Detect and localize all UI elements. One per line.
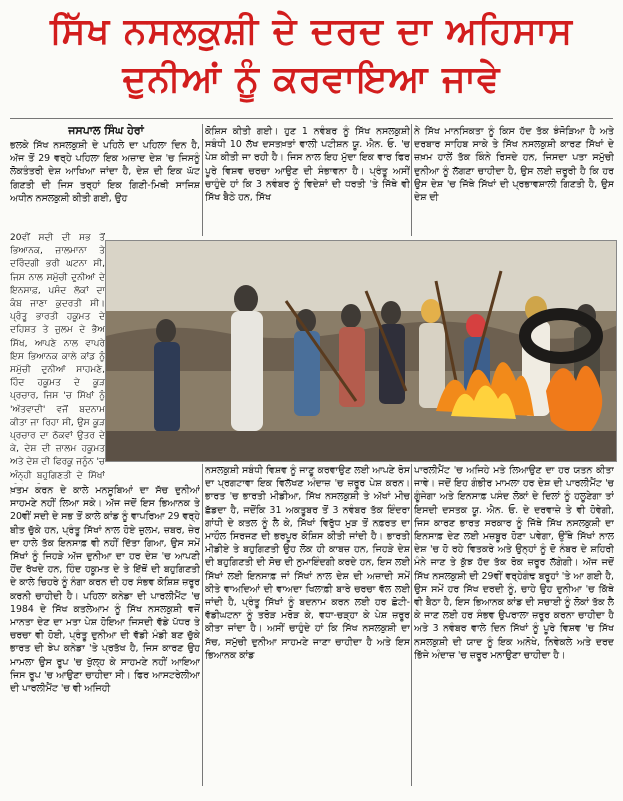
article-column-2-bottom <box>205 464 410 786</box>
column-divider <box>202 124 203 236</box>
article-column-1-side <box>10 232 105 484</box>
article-column-1-top <box>10 139 200 232</box>
article-column-3-top <box>414 125 614 240</box>
headline-divider <box>10 118 613 119</box>
article-column-1-bottom <box>10 484 200 786</box>
paragraph: ਖ਼ਤਮ ਕਰਨ ਦੇ ਕਾਲੇ ਮਨਸੂਬਿਆਂ ਦਾ ਸੱਚ ਦੁਨੀਆਂ ਸਾਹਮਣੇ ਨਹੀਂ ਲਿਆ ਸਕੇ। ਅੱਜ ਜਦੋਂ ਇਸ ਭਿਆਨਕ ਤੇ 20ਵੀਂ ਸਦੀ ਦੇ ਸਭ ਤੋਂ ਕਾਲੇ ਕਾਂਡ ਨੂੰ ਵਾਪਰਿਆ 29 ਵਰ੍ਹੇ ਬੀਤ ਚੁੱਕੇ ਹਨ, ਪ੍ਰੰਤੂ ਸਿੱਖਾਂ ਨਾਲ ਹੋਏ ਜ਼ੁਲਮ, ਜ਼ਬਰ, ਜ਼ੇਰ ਦਾ ਹਾਲੇ ਤੱਕ ਇਨਸਾਫ਼ ਵੀ ਨਹੀਂ ਦਿੱਤਾ ਗਿਆ, ਉਸ ਸਮੇਂ ਸਿੱਖਾਂ ਨੂੰ ਜਿਹੜੇ ਅੱਜ ਦੁਨੀਆ ਦਾ ਹਰ ਦੇਸ਼ 'ਚ ਆਪਣੀ ਹੋਂਦ ਰੱਖਦੇ ਹਨ, ਹਿੰਦ ਹਕੂਮਤ ਦੇ ਤੇ ਇੱਥੋਂ ਦੀ ਬਹੁਗਿਣਤੀ ਦੇ ਕਾਲੇ ਚਿਹਰੇ ਨੂੰ ਨੰਗਾ ਕਰਨ ਦੀ ਹਰ ਸੰਭਵ ਕੋਸ਼ਿਸ਼ ਜ਼ਰੂਰ ਕਰਨੀ ਚਾਹੀਦੀ ਹੈ। ਪਹਿਲਾ ਕਨੇਡਾ ਦੀ ਪਾਰਲੀਮੈਂਟ 'ਚ 1984 ਦੇ ਸਿੱਖ ਕਤਲੇਆਮ ਨੂੰ ਸਿੱਖ ਨਸਲਕੁਸ਼ੀ ਵਜੋਂ ਮਾਨਤਾ ਦੇਣ ਦਾ ਮਤਾ ਪੇਸ਼ ਹੋਇਆ ਜਿਸਦੀ ਵੱਡੇ ਪੱਧਰ ਤੇ ਚਰਚਾ ਵੀ ਹੋਈ, ਪ੍ਰੰਤੂ ਦੁਨੀਆ ਦੀ ਵੱਡੀ ਮੰਡੀ ਬਣ ਚੁੱਕੇ ਭਾਰਤ ਦੀ ਝੇਪ ਕਨੇਡਾ 'ਤੇ ਪ੍ਰਤੱਖ ਹੈ, ਜਿਸ ਕਾਰਣ ਉਹ ਮਾਮਲਾ ਉਸ ਰੂਪ 'ਚ ਖੁੱਲ੍ਹ ਕੇ ਸਾਹਮਣੇ ਨਹੀਂ ਆਇਆ ਜਿਸ ਰੂਪ 'ਚ ਆਉਣਾ ਚਾਹੀਦਾ ਸੀ। ਫਿਰ ਆਸਟਰੇਲੀਆ ਦੀ ਪਾਰਲੀਮੈਂਟ 'ਚ ਵੀ ਅਜਿਹੀ <box>10 485 200 695</box>
news-photo <box>105 240 617 462</box>
paragraph: ਪਾਰਲੀਮੈਂਟ 'ਚ ਅਜਿਹੇ ਮਤੇ ਲਿਆਉਣ ਦਾ ਹਰ ਯਤਨ ਕੀਤਾ ਜਾਵੇ। ਜਦੋਂ ਇਹ ਗੰਭੀਰ ਮਾਮਲਾ ਹਰ ਦੇਸ਼ ਦੀ ਪਾਰਲੀਮੈਂਟ 'ਚ ਗੂੰਜੇਗਾ ਅਤੇ ਇਨਸਾਫ਼ ਪਸੰਦ ਲੋਕਾਂ ਦੇ ਦਿਲਾਂ ਨੂੰ ਹਲੂਣੇਗਾ ਤਾਂ ਇਸਦੀ ਦਸਤਕ ਯੂ. ਐਨ. ਓ. ਦੇ ਦਰਵਾਜ਼ੇ ਤੇ ਵੀ ਹੋਵੇਗੀ, ਜਿਸ ਕਾਰਣ ਭਾਰਤ ਸਰਕਾਰ ਨੂੰ ਜਿੱਥੇ ਸਿੱਖ ਨਸਲਕੁਸ਼ੀ ਦਾ ਇਨਸਾਫ਼ ਦੇਣ ਲਈ ਮਜ਼ਬੂਰ ਹੋਣਾ ਪਵੇਗਾ, ਉੱਥੇ ਸਿੱਖਾਂ ਨਾਲ ਦੇਸ਼ 'ਚ ਹੋ ਰਹੇ ਵਿਤਕਰੇ ਅਤੇ ਉਨ੍ਹਾਂ ਨੂੰ ਦੋ ਨੰਬਰ ਦੇ ਸ਼ਹਿਰੀ ਮੰਨੇ ਜਾਣ ਤੇ ਕੁੱਝ ਹੱਦ ਤੱਕ ਰੋਕ ਜ਼ਰੂਰ ਲੱਗੇਗੀ। ਅੱਜ ਜਦੋਂ ਸਿੱਖ ਨਸਲਕੁਸ਼ੀ ਦੀ 29ਵੀਂ ਵਰ੍ਹੇਗੰਢ ਬਰੂਹਾਂ 'ਤੇ ਆ ਗਈ ਹੈ, ਉਸ ਸਮੇਂ ਹਰ ਸਿੱਖ ਦਰਦੀ ਨੂੰ, ਚਾਹੇ ਉਹ ਦੁਨੀਆ 'ਚ ਕਿੱਥੇ ਵੀ ਬੈਠਾ ਹੈ, ਇਸ ਭਿਆਨਕ ਕਾਂਡ ਦੀ ਸਚਾਈ ਨੂੰ ਲੋਕਾਂ ਤੱਕ ਲੈ ਕੇ ਜਾਣ ਲਈ ਹਰ ਸੰਭਵ ਉਪਰਾਲਾ ਜ਼ਰੂਰ ਕਰਨਾ ਚਾਹੀਦਾ ਹੈ ਅਤੇ 3 ਨਵੰਬਰ ਵਾਲੇ ਦਿਨ ਸਿੱਖਾਂ ਨੂੰ ਪੂਰੇ ਵਿਸ਼ਵ 'ਚ ਸਿੱਖ ਨਸਲਕੁਸ਼ੀ ਦੀ ਯਾਦ ਨੂੰ ਇਕ ਅਨੋਖੇ, ਨਿਵੇਕਲੇ ਅਤੇ ਦਰਦ ਭਿੱਜੇ ਅੰਦਾਜ਼ 'ਚ ਜ਼ਰੂਰ ਮਨਾਉਣਾ ਚਾਹੀਦਾ ਹੈ। <box>414 465 614 661</box>
paragraph: ਕੋਸ਼ਿਸ ਕੀਤੀ ਗਈ। ਹੁਣ 1 ਨਵੰਬਰ ਨੂੰ ਸਿੱਖ ਨਸਲਕੁਸ਼ੀ ਸਬੰਧੀ 10 ਲੱਖ ਦਸਤਖ਼ਤਾਂ ਵਾਲੀ ਪਟੀਸ਼ਨ ਯੂ. ਐਨ. ਓ. 'ਚ ਪੇਸ਼ ਕੀਤੀ ਜਾ ਰਹੀ ਹੈ। ਜਿਸ ਨਾਲ ਇਹ ਮੁੱਦਾ ਇਕ ਵਾਰ ਫਿਰ ਪੂਰੇ ਵਿਸ਼ਵ ਚਰਚਾ ਆਉਣ ਦੀ ਸੰਭਾਵਨਾ ਹੈ। ਪ੍ਰੰਤੂ ਅਸੀਂ ਚਾਹੁੰਦੇ ਹਾਂ ਕਿ 3 ਨਵੰਬਰ ਨੂੰ ਵਿਦੇਸ਼ਾਂ ਦੀ ਧਰਤੀ 'ਤੇ ਜਿੱਥੇ ਵੀ ਸਿੱਖ ਬੈਠੇ ਹਨ, ਸਿੱਖ <box>205 126 410 204</box>
paragraph: ਨੇ ਸਿੱਖ ਮਾਨਸਿਕਤਾ ਨੂੰ ਕਿਸ ਹੱਦ ਤੱਕ ਝੰਜੋੜਿਆ ਹੈ ਅਤੇ ਦਰਬਾਰ ਸਾਹਿਬ ਸਾਕੇ ਤੇ ਸਿੱਖ ਨਸਲਕੁਸ਼ੀ ਕਾਰਣ ਸਿੱਖਾਂ ਦੇ ਜ਼ਖ਼ਮ ਹਾਲੇਂ ਤੱਕ ਕਿੰਨੇ ਰਿਸਦੇ ਹਨ, ਜਿਸਦਾ ਪਤਾ ਸਮੁੱਚੀ ਦੁਨੀਆ ਨੂੰ ਲੱਗਣਾ ਚਾਹੀਦਾ ਹੈ, ਉਸ ਲਈ ਜ਼ਰੂਰੀ ਹੈ ਕਿ ਹਰ ਉਸ ਦੇਸ਼ 'ਚ ਜਿੱਥੇ ਸਿੱਖਾਂ ਦੀ ਪ੍ਰਭਾਵਸ਼ਾਲੀ ਗਿਣਤੀ ਹੈ, ਉਸ ਦੇਸ਼ ਦੀ <box>414 126 614 204</box>
paragraph: ਭਲਕੇ ਸਿੱਖ ਨਸਲਕੁਸ਼ੀ ਦੇ ਪਹਿਲੇ ਦਾ ਪਹਿਲਾ ਦਿਨ ਹੈ, ਅੱਜ ਤੋਂ 29 ਵਰ੍ਹੇ ਪਹਿਲਾ ਇਕ ਅਜ਼ਾਦ ਦੇਸ਼ 'ਚ ਜਿਸਨੂੰ ਲੋਕਤੰਤਰੀ ਦੇਸ਼ ਆਖਿਆ ਜਾਂਦਾ ਹੈ, ਦੇਸ਼ ਦੀ ਇਕ ਘੱਟ ਗਿਣਤੀ ਦੀ ਜਿਸ ਤਰ੍ਹਾਂ ਇਕ ਗਿਣੀ-ਮਿਥੀ ਸਾਜਿਸ਼ ਅਧੀਨ ਨਸਲਕੁਸ਼ੀ ਕੀਤੀ ਗਈ, ਉਹ <box>10 140 200 204</box>
byline: ਜਸਪਾਲ ਸਿੰਘ ਹੇਰਾਂ <box>68 124 144 137</box>
headline <box>10 8 613 104</box>
protest-photo-illustration <box>106 241 617 462</box>
headline-line-1: ਸਿੱਖ ਨਸਲਕੁਸ਼ੀ ਦੇ ਦਰਦ ਦਾ ਅਹਿਸਾਸ <box>49 11 574 52</box>
article-column-2-top <box>205 125 410 240</box>
column-divider <box>411 124 412 236</box>
column-divider <box>411 464 412 786</box>
article-column-3-bottom <box>414 464 614 786</box>
paragraph: ਨਸਲਕੁਸ਼ੀ ਸਬੰਧੀ ਵਿਸ਼ਵ ਨੂੰ ਜਾਣੂ ਕਰਵਾਉਣ ਲਈ ਆਪਣੇ ਰੋਸ ਦਾ ਪ੍ਰਗਟਾਵਾ ਇਕ ਵਿਲੱਖਣ ਅੰਦਾਜ਼ 'ਚ ਜ਼ਰੂਰ ਪੇਸ਼ ਕਰਨ। ਭਾਰਤ 'ਚ ਭਾਰਤੀ ਮੀਡੀਆ, ਸਿੱਖ ਨਸਲਕੁਸ਼ੀ ਤੇ ਅੱਖਾਂ ਮੀਚ ਛੱਡਦਾ ਹੈ, ਜਦੋਂਕਿ 31 ਅਕਤੂਬਰ ਤੋਂ 3 ਨਵੰਬਰ ਤੱਕ ਇੰਦਰਾ ਗਾਂਧੀ ਦੇ ਕਤਲ ਨੂੰ ਲੈ ਕੇ, ਸਿੱਖਾਂ ਵਿਰੁੱਧ ਮੁੜ ਤੋਂ ਨਫ਼ਰਤ ਦਾ ਮਾਹੌਲ ਸਿਰਜਣ ਦੀ ਭਰਪੂਰ ਕੋਸ਼ਿਸ ਕੀਤੀ ਜਾਂਦੀ ਹੈ। ਭਾਰਤੀ ਮੀਡੀਏ ਤੇ ਬਹੁਗਿਣਤੀ ਉਹ ਲੋਕ ਹੀ ਕਾਬਜ਼ ਹਨ, ਜਿਹੜੇ ਦੇਸ਼ ਦੀ ਬਹੁਗਿਣਤੀ ਦੀ ਸੋਚ ਦੀ ਨੁਮਾਇੰਦਗੀ ਕਰਦੇ ਹਨ, ਇਸ ਲਈ ਸਿੱਖਾਂ ਲਈ ਇਨਸਾਫ਼ ਜਾਂ ਸਿੱਖਾਂ ਨਾਲ ਦੇਸ਼ ਦੀ ਅਜ਼ਾਦੀ ਸਮੇਂ ਕੀਤੇ ਵਾਅਦਿਆਂ ਦੀ ਵਾਅਦਾ ਖਿਲਾਫ਼ੀ ਬਾਰੇ ਚਰਚਾ ਵੱਲ ਲਈ ਜਾਂਦੀ ਹੈ, ਪ੍ਰੰਤੂ ਸਿੱਖਾਂ ਨੂੰ ਬਦਨਾਮ ਕਰਨ ਲਈ ਹਰ ਛੋਟੀ-ਵੱਡੀਘਟਨਾ ਨੂੰ ਤਰੋੜ ਮਰੋੜ ਕੇ, ਵਧਾ-ਚੜ੍ਹਾ ਕੇ ਪੇਸ਼ ਜ਼ਰੂਰ ਕੀਤਾ ਜਾਂਦਾ ਹੈ। ਅਸੀਂ ਚਾਹੁੰਦੇ ਹਾਂ ਕਿ ਸਿੱਖ ਨਸਲਕੁਸ਼ੀ ਦਾ ਸੱਚ, ਸਮੁੱਚੀ ਦੁਨੀਆ ਸਾਹਮਣੇ ਜਾਣਾ ਚਾਹੀਦਾ ਹੈ ਅਤੇ ਇਸ ਭਿਆਨਕ ਕਾਂਡ <box>205 465 410 661</box>
headline-line-2: ਦੁਨੀਆਂ ਨੂੰ ਕਰਵਾਇਆ ਜਾਵੇ <box>122 59 501 100</box>
column-divider <box>202 464 203 786</box>
paragraph: 20ਵੀਂ ਸਦੀ ਦੀ ਸਭ ਤੋਂ ਭਿਆਨਕ, ਜ਼ਾਲਮਾਨਾ ਤੇ ਦਰਿੰਦਗੀ ਭਰੀ ਘਟਨਾ ਸੀ, ਜਿਸ ਨਾਲ ਸਮੁੱਚੀ ਦੁਨੀਆਂ ਦੇ ਇਨਸਾਫ਼, ਪਸੰਦ ਲੋਕਾਂ ਦਾ ਕੰਬ ਜਾਣਾ ਕੁਦਰਤੀ ਸੀ। ਪ੍ਰੰਤੂ ਭਾਰਤੀ ਹਕੂਮਤ ਦੇ ਦਹਿਸ਼ਤ ਤੇ ਜ਼ੁਲਮ ਦੇ ਭੈਅ ਸਿੱਖ, ਆਪਣੇ ਨਾਲ ਵਾਪਰੇ ਇਸ ਭਿਆਨਕ ਕਾਲੇ ਕਾਂਡ ਨੂੰ ਸਮੁੱਚੀ ਦੁਨੀਆਂ ਸਾਹਮਣੇ, ਹਿੰਦ ਹਕੂਮਤ ਦੇ ਕੂੜ ਪ੍ਰਚਾਰ, ਜਿਸ 'ਚ ਸਿੱਖਾਂ ਨੂੰ 'ਅੱਤਵਾਦੀ' ਵਜੋਂ ਬਦਨਾਮ ਕੀਤਾ ਜਾ ਰਿਹਾ ਸੀ, ਉਸ ਕੂੜ ਪ੍ਰਚਾਰ ਦਾ ਠੋਕਵਾਂ ਉਤਰ ਦੇ ਕੇ, ਦੇਸ਼ ਦੀ ਜ਼ਾਲਮ ਹਕੂਮਤ ਅਤੇ ਦੇਸ਼ ਦੀ ਫਿਰਕੂ ਜਨੂੰਨ 'ਚ ਅੰਨ੍ਹੀ ਬਹੁਗਿਣਤੀ ਦੇ ਸਿੱਖਾਂ <box>10 233 105 481</box>
